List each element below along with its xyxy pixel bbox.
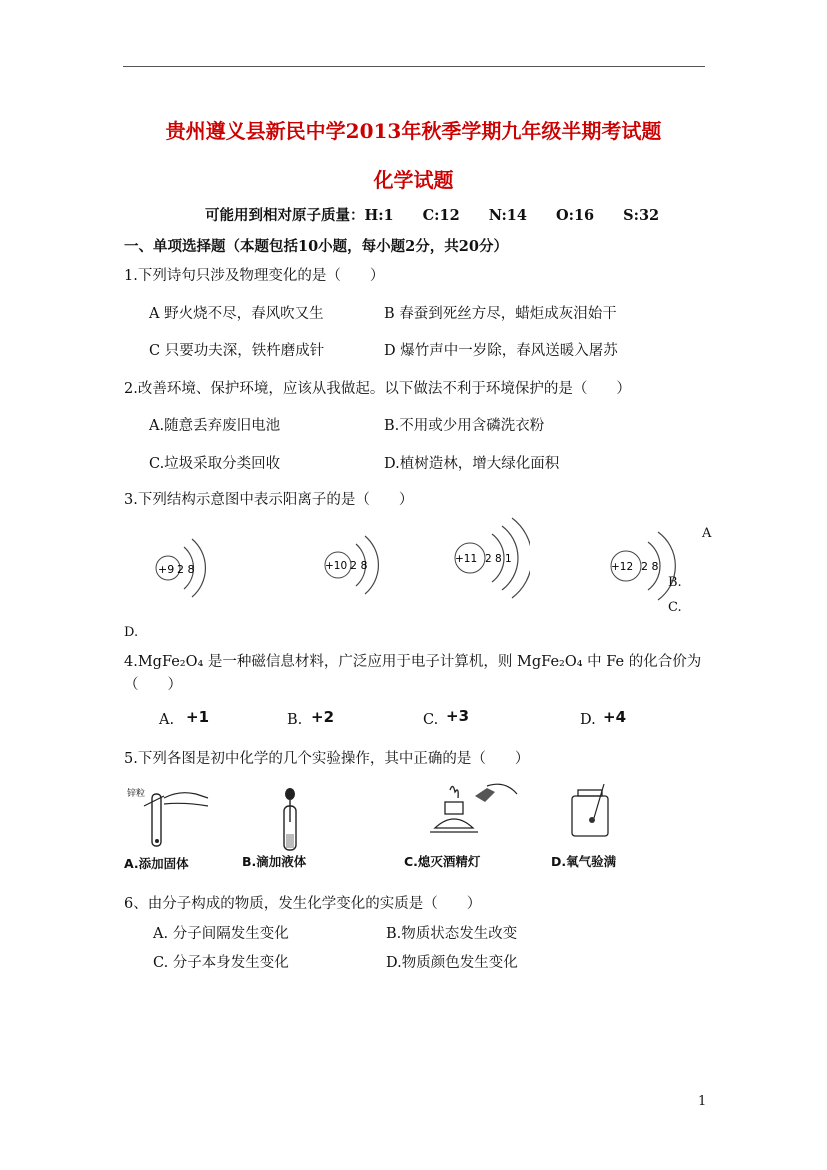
q4-option-c-value: +3 (446, 707, 470, 725)
caption-extinguish-lamp: C.熄灭酒精灯 (404, 854, 481, 869)
add-solid-illustration (124, 784, 214, 856)
q1-option-b: B 春蚕到死丝方尽，蜡炬成灰泪始干 (384, 306, 617, 322)
q1-stem: 1.下列诗句只涉及物理变化的是（ ） (124, 268, 385, 284)
q1-option-d: D 爆竹声中一岁除，春风送暖入屠苏 (384, 343, 618, 359)
q6-option-d: D.物质颜色发生变化 (386, 955, 518, 971)
atom-1-nucleus: +9 (158, 563, 175, 576)
exam-subtitle: 化学试题 (373, 168, 454, 192)
q6-stem: 6、由分子构成的物质，发生化学变化的实质是（ ） (124, 896, 482, 912)
q2-option-b: B.不用或少用含磷洗衣粉 (384, 418, 545, 434)
page-number: 1 (698, 1094, 707, 1109)
q2-option-c: C.垃圾采取分类回收 (149, 456, 281, 472)
caption-oxygen-test: D.氧气验满 (551, 854, 617, 869)
q2-stem: 2.改善环境、保护环境，应该从我做起。以下做法不利于环境保护的是（ ） (124, 381, 631, 397)
atom-4-nucleus: +12 (611, 561, 634, 573)
q2-option-d: D.植树造林，增大绿化面积 (384, 456, 560, 472)
q4-option-a-value: +1 (186, 708, 210, 726)
section-heading: 一、单项选择题（本题包括10小题，每小题2分，共20分） (124, 238, 508, 255)
atom-diagram-4 (598, 518, 678, 610)
q4-stem: 4.MgFe₂O₄ 是一种磁信息材料，广泛应用于电子计算机，则 MgFe₂O₄ 中 Fe 的化合价为 (124, 654, 702, 670)
q1-option-c: C 只要功夫深，铁杵磨成针 (149, 343, 325, 359)
atom-2-shells: 2 8 (350, 559, 368, 572)
atom-diagram-3 (440, 512, 530, 607)
q4-paren: （ ） (124, 677, 182, 693)
q3-stem: 3.下列结构示意图中表示阳离子的是（ ） (124, 492, 414, 508)
q3-label-c: C. (668, 600, 682, 615)
q5-stem: 5.下列各图是初中化学的几个实验操作，其中正确的是（ ） (124, 751, 530, 767)
q4-option-b-value: +2 (311, 708, 335, 726)
q3-label-d: D. (124, 625, 139, 640)
q4-option-d-value: +4 (603, 708, 627, 726)
atom-4-shells: 2 8 (641, 560, 659, 573)
atom-3-shells: 2 8 1 (485, 553, 512, 565)
q4-option-d-letter: D. (580, 712, 596, 728)
extinguish-lamp-illustration (425, 780, 525, 850)
drop-liquid-illustration (270, 786, 310, 856)
q2-option-a: A.随意丢弃废旧电池 (149, 418, 281, 434)
q4-option-b-letter: B. (287, 712, 303, 728)
q4-option-a-letter: A. (159, 712, 175, 728)
q1-option-a: A 野火烧不尽，春风吹又生 (149, 306, 324, 322)
atom-1-shells: 2 8 (177, 563, 195, 576)
caption-add-solid: A.添加固体 (124, 856, 189, 871)
oxygen-test-illustration (560, 782, 620, 852)
caption-drop-liquid: B.滴加液体 (242, 854, 307, 869)
q6-option-a: A. 分子间隔发生变化 (153, 926, 289, 942)
q3-label-a: A (702, 526, 712, 541)
atom-3-nucleus: +11 (455, 553, 478, 565)
q3-label-b: B. (668, 575, 682, 590)
q6-option-c: C. 分子本身发生变化 (153, 955, 289, 971)
atomic-masses: 可能用到相对原子质量：H:1 C:12 N:14 O:16 S:32 (205, 207, 660, 224)
q6-option-b: B.物质状态发生改变 (386, 926, 518, 942)
header-rule (123, 66, 705, 67)
atom-2-nucleus: +10 (325, 560, 348, 572)
q4-option-c-letter: C. (423, 712, 439, 728)
atom-diagram-1 (140, 525, 210, 610)
exam-title: 贵州遵义县新民中学2013年秋季学期九年级半期考试题 (165, 119, 662, 143)
zinc-label: 锌粒 (127, 789, 146, 799)
atom-diagram-2 (310, 522, 385, 607)
